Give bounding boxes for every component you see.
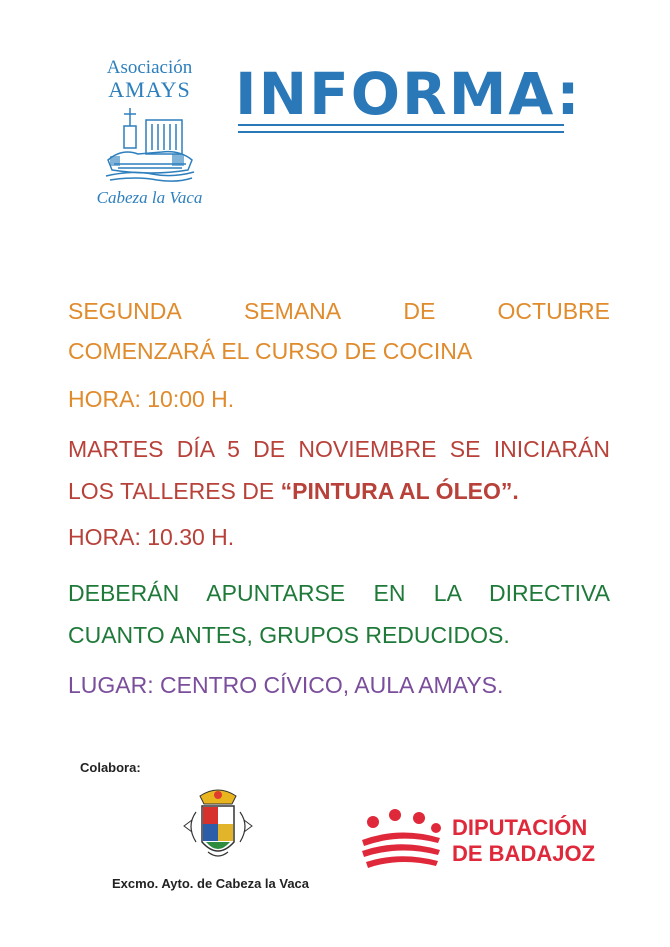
- logo-line-asociacion: Asociación: [106, 57, 193, 78]
- cocina-line-1: [68, 290, 610, 332]
- pintura-paragraph: [68, 428, 610, 512]
- cocina-line-2: COMENZARÁ EL CURSO DE COCINA: [68, 338, 473, 364]
- diputacion-wordmark: [452, 815, 595, 867]
- apuntarse-paragraph: DEBERÁN APUNTARSE EN LA DIRECTIVA CUANTO ANTES, GRUPOS REDUCIDOS.: [68, 580, 610, 648]
- colabora-label: Colabora:: [80, 760, 141, 775]
- page-title: INFORMA:: [235, 60, 582, 128]
- ayuntamiento-caption: Excmo. Ayto. de Cabeza la Vaca: [112, 876, 310, 891]
- word-de: DE: [403, 298, 436, 324]
- pintura-hora: HORA: 10.30 H.: [68, 524, 235, 550]
- amays-logo: [92, 58, 207, 218]
- pintura-text: MARTES DÍA 5 DE NOVIEMBRE SE INICIARÁN LOS TALLERES DE: [68, 436, 610, 504]
- logo-line-amays: AMAYS: [108, 77, 191, 102]
- diputacion-line-2: DE BADAJOZ: [452, 841, 596, 866]
- diputacion-line-1: DIPUTACIÓN: [452, 815, 588, 840]
- church-drawing-icon: [102, 104, 197, 184]
- logo-line-cabeza-la-vaca: Cabeza la Vaca: [96, 188, 203, 207]
- word-semana: SEMANA: [243, 298, 342, 324]
- cocina-hora: HORA: 10:00 H.: [68, 386, 235, 412]
- pintura-title: “PINTURA AL ÓLEO”.: [280, 478, 519, 504]
- diputacion-logo-icon: [360, 806, 444, 870]
- word-segunda: SEGUNDA: [68, 298, 182, 324]
- word-octubre: OCTUBRE: [497, 298, 610, 324]
- lugar-line: LUGAR: CENTRO CÍVICO, AULA AMAYS.: [68, 672, 504, 698]
- title-underline: [238, 124, 564, 133]
- municipal-crest-icon: [178, 786, 258, 868]
